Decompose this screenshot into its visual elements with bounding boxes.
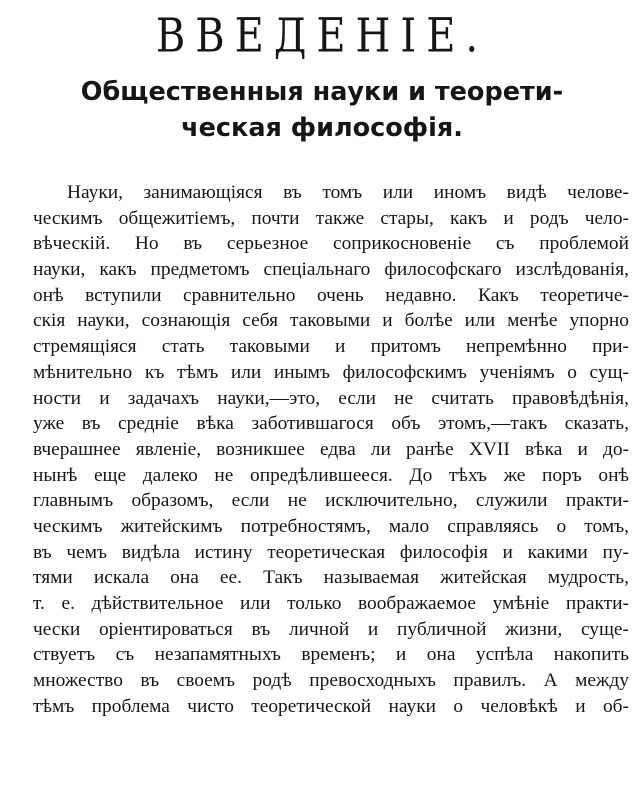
text-line: скія науки, сознающія себя таковыми и болѣе или менѣе упорно xyxy=(33,310,629,332)
section-title xyxy=(0,74,644,146)
text-line: въ чемъ видѣла истину теоретическая философія и какими пу- xyxy=(33,541,629,563)
section-title-line-1: Общественныя науки и теорети- xyxy=(80,77,564,107)
text-line: множество въ своемъ родѣ превосходныхъ правилъ. А между xyxy=(33,670,629,692)
text-line: чески оріентироваться въ личной и публичной жизни, суще- xyxy=(33,618,629,640)
chapter-title: ВВЕДЕНІЕ. xyxy=(155,9,489,64)
text-line: тѣмъ проблема чисто теоретической науки о человѣкѣ и об- xyxy=(33,695,629,717)
text-line: стремящіяся стать таковыми и притомъ непремѣнно при- xyxy=(33,336,629,358)
text-line: нынѣ еще далеко не опредѣлившееся. До тѣхъ же поръ онѣ xyxy=(33,464,629,486)
text-line: онѣ вступили сравнительно очень недавно. Какъ теоретиче- xyxy=(33,284,629,306)
text-line: ствуетъ съ незапамятныхъ временъ; и она успѣла накопить xyxy=(33,644,629,666)
text-line: вѣческій. Но въ серьезное соприкосновеніе съ проблемой xyxy=(33,233,629,255)
text-line: ческимъ житейскимъ потребностямъ, мало справляясь о томъ, xyxy=(33,515,629,537)
text-line: т. е. дѣйствительное или только воображаемое умѣніе практи- xyxy=(33,593,629,614)
body-paragraph xyxy=(33,180,629,719)
text-line: ческимъ общежитіемъ, почти также стары, какъ и родъ чело- xyxy=(33,207,629,229)
text-line: уже въ средніе вѣка заботившагося объ этомъ,—такъ сказать, xyxy=(33,413,629,435)
text-line: тями искала она ее. Такъ называемая житейская мудрость, xyxy=(33,567,629,589)
section-title-line-2: ческая философія. xyxy=(181,113,463,143)
text-line: Науки, занимающіяся въ томъ или иномъ видѣ челове- xyxy=(67,182,629,203)
text-line: ности и задачахъ науки,—это, если не считать правовѣдѣнія, xyxy=(33,387,629,409)
text-line: мѣнительно къ тѣмъ или инымъ философскимъ ученіямъ о сущ- xyxy=(33,361,629,383)
text-line: вчерашнее явленіе, возникшее едва ли ранѣе XVII вѣка и до- xyxy=(33,438,629,460)
text-line: науки, какъ предметомъ спеціальнаго философскаго изслѣдованія, xyxy=(33,259,629,281)
text-line: главнымъ образомъ, если не исключительно, служили практи- xyxy=(33,490,629,512)
